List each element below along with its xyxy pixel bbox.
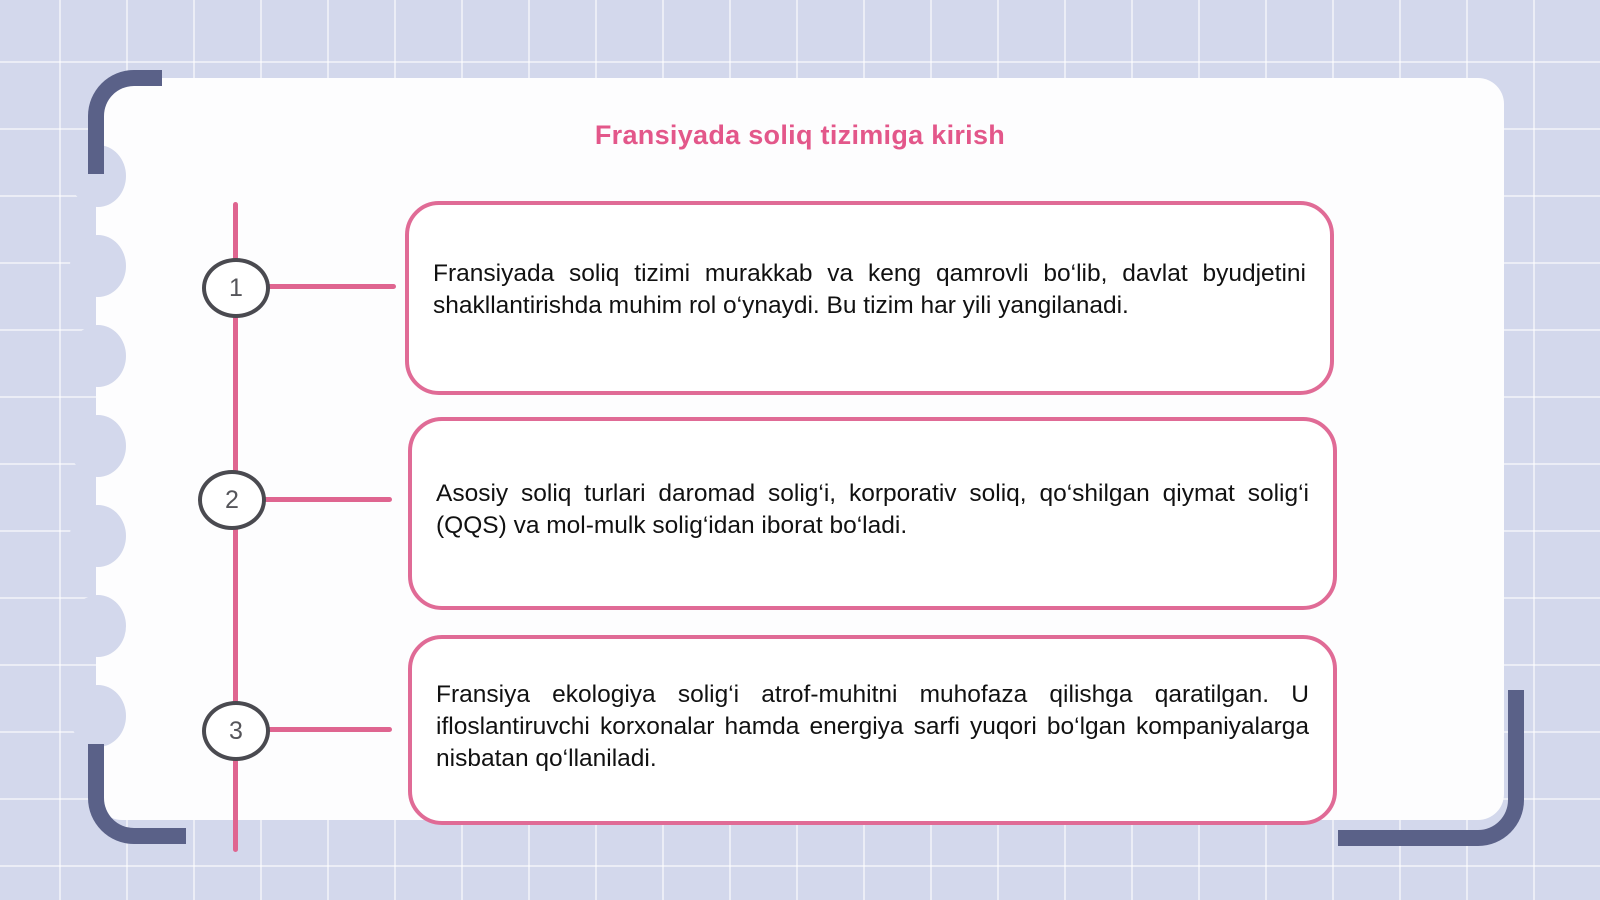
info-box-2 xyxy=(408,417,1337,610)
step-number-3: 3 xyxy=(202,701,270,761)
paper-torn-edge-notch xyxy=(70,685,126,747)
info-text-2: Asosiy soliq turlari daromad solig‘i, korporativ soliq, qo‘shilgan qiymat solig‘i (QQS) va mol-mulk solig‘idan iborat bo‘ladi. xyxy=(436,479,1309,539)
info-text-3: Fransiya ekologiya solig‘i atrof-muhitni muhofaza qilishga qaratilgan. U ifloslantiruvchi korxonalar hamda energiya sarfi yuqori bo‘lgan kompaniyalarga nisbatan qo‘llaniladi. xyxy=(436,681,1309,772)
slide-title: Fransiyada soliq tizimiga kirish xyxy=(594,120,1006,150)
info-box-1 xyxy=(405,201,1334,395)
paper-torn-edge-notch xyxy=(70,505,126,567)
corner-bracket-bottom-right xyxy=(1338,690,1524,846)
step-number-1: 1 xyxy=(202,258,270,318)
paper-torn-edge-notch xyxy=(70,325,126,387)
info-box-3 xyxy=(408,635,1337,825)
paper-torn-edge-notch xyxy=(70,595,126,657)
timeline-connector-3 xyxy=(262,727,392,732)
paper-torn-edge-notch xyxy=(70,235,126,297)
info-text-1: Fransiyada soliq tizimi murakkab va keng qamrovli bo‘lib, davlat byudjetini shakllantirishda muhim rol o‘ynaydi. Bu tizim har yili yangilanadi. xyxy=(433,260,1306,319)
corner-bracket-bottom-left xyxy=(88,744,186,844)
timeline-connector-2 xyxy=(258,497,392,502)
step-number-2: 2 xyxy=(198,470,266,530)
timeline-connector-1 xyxy=(262,284,396,289)
paper-torn-edge-notch xyxy=(70,415,126,477)
